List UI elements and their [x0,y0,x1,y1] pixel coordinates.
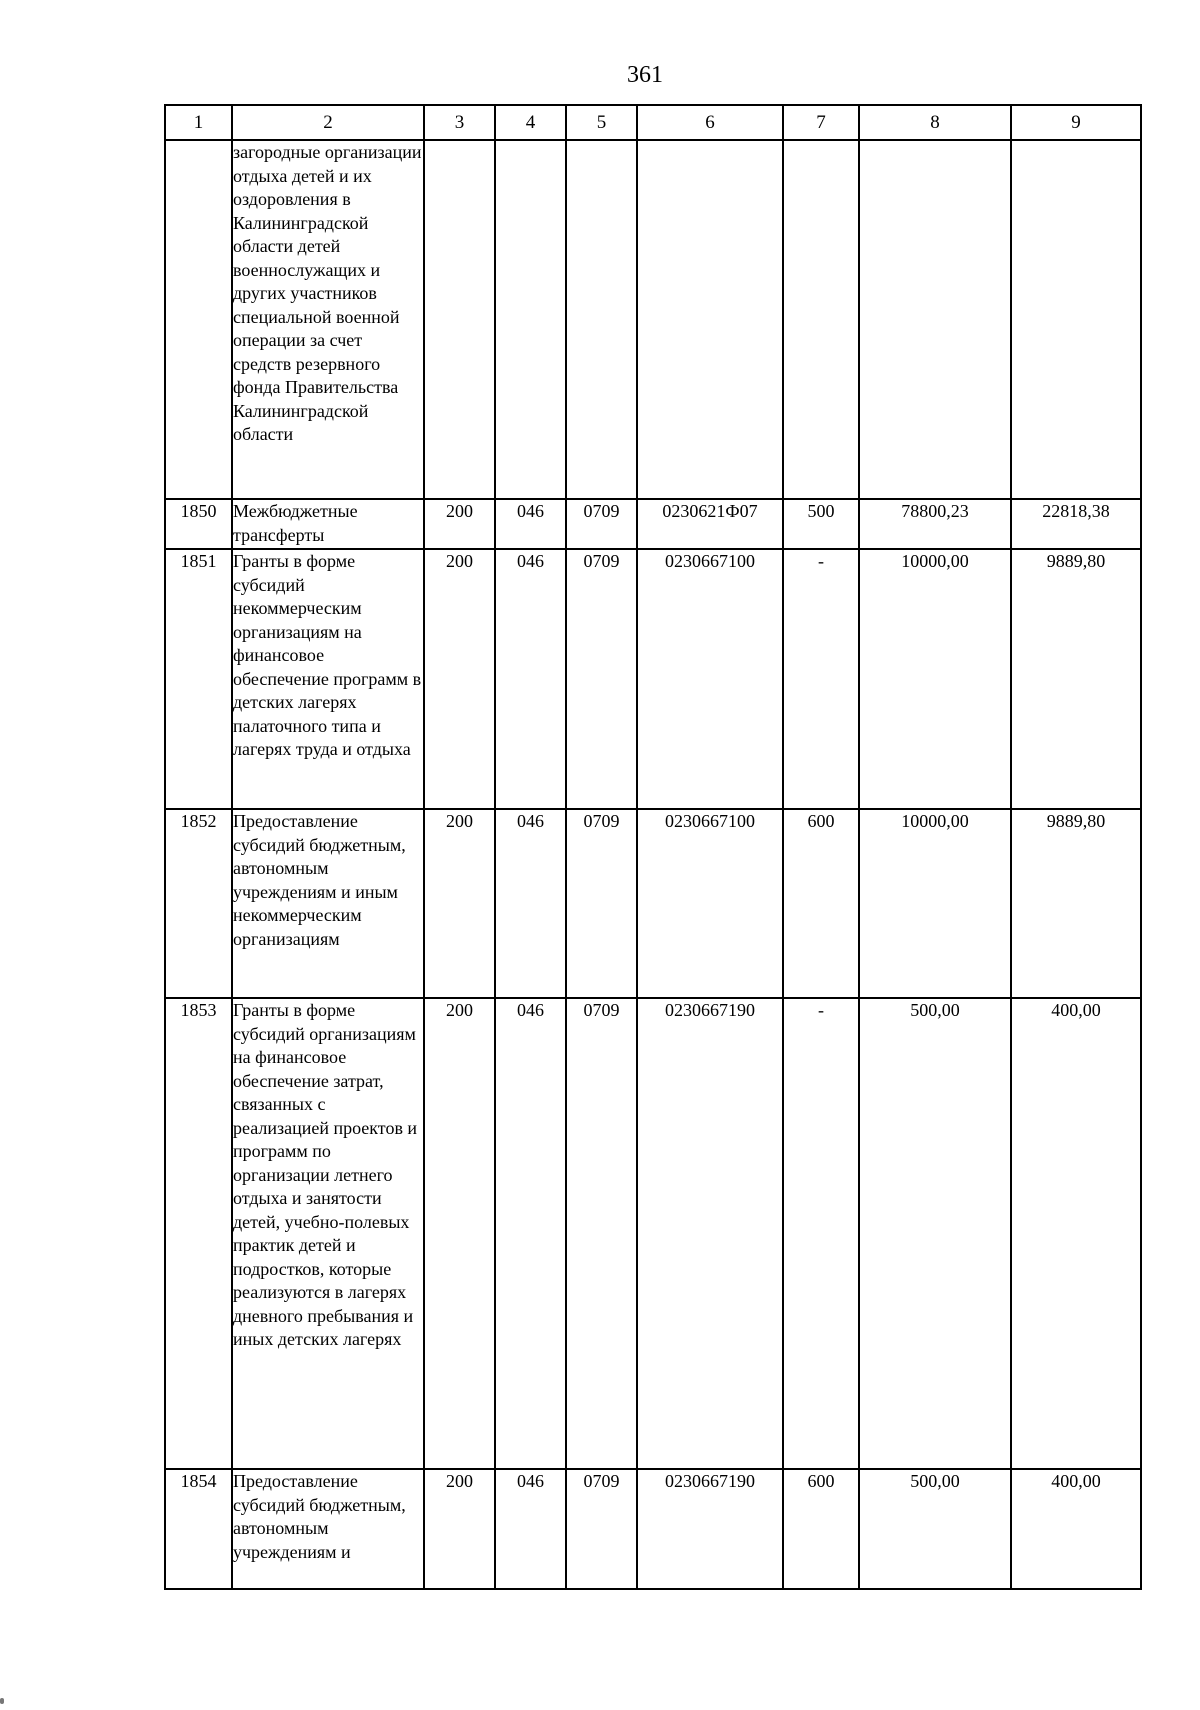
table-row [165,499,1141,549]
column-header: 8 [859,105,1011,140]
table-row-continuation [165,140,1141,499]
table-cell: 9889,80 [1011,809,1141,998]
page-number: 361 [627,62,663,88]
table-row [165,549,1141,809]
column-header: 5 [566,105,637,140]
row-description-cell: загородные организации отдыха детей и их оздоровления в Калининградской области детей военнослужащих и других участников специальной военной операции за счет средств резервного фонда Правительства Калининградской области [232,140,424,499]
table-cell: 0709 [566,998,637,1469]
table-header-row [165,105,1141,140]
table-cell [859,140,1011,499]
row-number-cell: 1852 [165,809,232,998]
table-cell: 400,00 [1011,998,1141,1469]
table-cell: - [783,998,859,1469]
table-cell: 200 [424,809,495,998]
table-cell: 200 [424,499,495,549]
row-number-cell [165,140,232,499]
table-cell: 0230667100 [637,809,783,998]
table-cell: 0230621Ф07 [637,499,783,549]
scan-speck [0,1698,4,1704]
table-cell [424,140,495,499]
table-cell: 0230667100 [637,549,783,809]
row-description-cell: Предоставление субсидий бюджетным, автономным учреждениям и [232,1469,424,1589]
table-cell: 0709 [566,549,637,809]
table-cell [1011,140,1141,499]
table-cell: 046 [495,549,566,809]
row-description-cell: Гранты в форме субсидий организациям на финансовое обеспечение затрат, связанных с реализацией проектов и программ по организации летнего отдыха и занятости детей, учебно-полевых практик детей и подростков, которые реализуются в лагерях дневного пребывания и иных детских лагерях [232,998,424,1469]
table-cell: 22818,38 [1011,499,1141,549]
row-description-cell: Гранты в форме субсидий некоммерческим организациям на финансовое обеспечение программ в детских лагерях палаточного типа и лагерях труда и отдыха [232,549,424,809]
column-header: 6 [637,105,783,140]
column-header: 2 [232,105,424,140]
table-cell: 78800,23 [859,499,1011,549]
table-cell: - [783,549,859,809]
table-cell: 9889,80 [1011,549,1141,809]
row-number-cell: 1853 [165,998,232,1469]
table-cell: 046 [495,499,566,549]
table-cell: 500,00 [859,998,1011,1469]
table-cell: 600 [783,809,859,998]
table-cell: 500 [783,499,859,549]
table-cell: 400,00 [1011,1469,1141,1589]
column-header: 3 [424,105,495,140]
table-cell: 10000,00 [859,549,1011,809]
table-cell: 0709 [566,499,637,549]
table-cell: 10000,00 [859,809,1011,998]
budget-table [164,104,1142,1590]
table-cell: 0709 [566,1469,637,1589]
table-cell [566,140,637,499]
column-header: 9 [1011,105,1141,140]
column-header: 7 [783,105,859,140]
table-cell: 200 [424,549,495,809]
table-cell [495,140,566,499]
column-header: 4 [495,105,566,140]
column-header: 1 [165,105,232,140]
row-number-cell: 1850 [165,499,232,549]
table-cell: 600 [783,1469,859,1589]
row-number-cell: 1851 [165,549,232,809]
table-cell: 200 [424,1469,495,1589]
table-cell: 200 [424,998,495,1469]
row-description-cell: Межбюджетные трансферты [232,499,424,549]
row-number-cell: 1854 [165,1469,232,1589]
row-description-cell: Предоставление субсидий бюджетным, автономным учреждениям и иным некоммерческим организациям [232,809,424,998]
table-cell: 0230667190 [637,998,783,1469]
table-cell: 500,00 [859,1469,1011,1589]
table-row [165,998,1141,1469]
table-row [165,809,1141,998]
table-cell: 046 [495,998,566,1469]
table-cell: 0230667190 [637,1469,783,1589]
table-cell [637,140,783,499]
table-row [165,1469,1141,1589]
table-cell: 0709 [566,809,637,998]
table-cell: 046 [495,809,566,998]
table-cell [783,140,859,499]
table-cell: 046 [495,1469,566,1589]
